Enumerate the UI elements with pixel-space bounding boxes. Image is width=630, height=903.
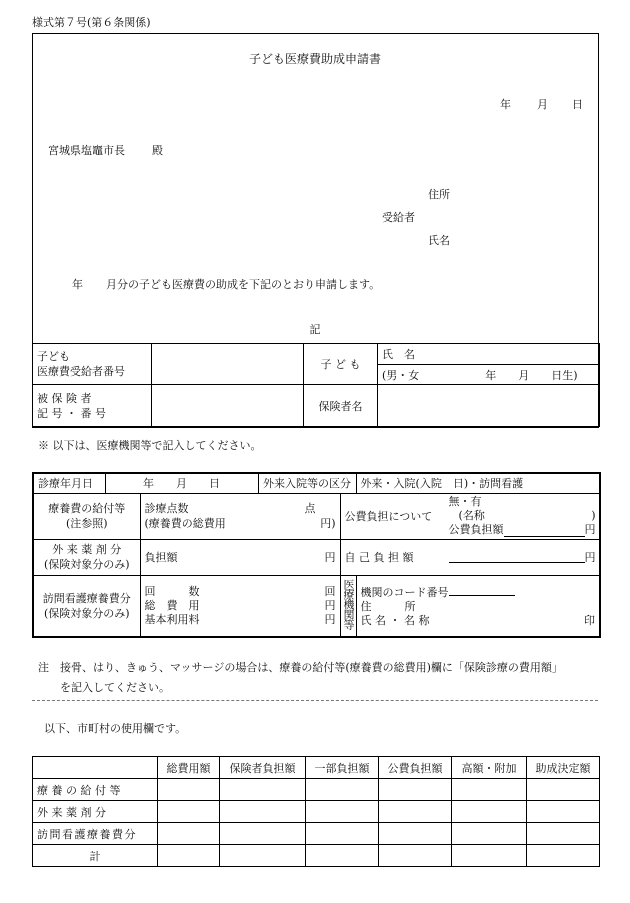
medical-table xyxy=(32,472,601,638)
sex-birth-field[interactable]: (男・女 年 月 日生) xyxy=(378,365,600,385)
institution-vertical-label: 医療機関等 xyxy=(340,575,356,637)
city-cell[interactable] xyxy=(527,845,600,867)
addressee: 宮城県塩竈市長 xyxy=(48,144,125,157)
policyholder-label: 保険者名 xyxy=(304,385,378,427)
city-use-note: 以下、市町村の使用欄です。 xyxy=(44,722,187,735)
city-cell[interactable] xyxy=(158,779,220,801)
applicant-address-label: 住所 xyxy=(428,188,450,201)
city-cell[interactable] xyxy=(452,801,527,823)
ki-marker: 記 xyxy=(309,323,321,336)
city-cell[interactable] xyxy=(379,823,452,845)
pharmacy-burden-field[interactable]: 負担額 円 xyxy=(140,539,340,575)
city-cell[interactable] xyxy=(452,845,527,867)
self-pay-cell xyxy=(340,539,600,575)
exam-date-label: 診療年月日 xyxy=(33,473,105,493)
cut-line xyxy=(32,700,598,701)
request-text: 月分の子ども医療費の助成を下記のとおり申請します。 xyxy=(106,278,381,291)
nursing-label: 訪問看護療養費分 (保険対象分のみ) xyxy=(33,575,140,637)
applicant-role: 受給者 xyxy=(382,211,415,224)
outpatient-division-field[interactable]: 外来・入院(入院 日)・訪問看護 xyxy=(356,473,600,493)
city-use-table xyxy=(32,756,600,867)
city-header-insurer: 保険者負担額 xyxy=(220,757,306,779)
city-cell[interactable] xyxy=(452,823,527,845)
honorific: 殿 xyxy=(152,144,163,157)
city-header-high-cost: 高額・附加 xyxy=(452,757,527,779)
date-year: 年 xyxy=(500,98,511,111)
outpatient-division-label: 外来入院等の区分 xyxy=(258,473,356,493)
city-header-partial: 一部負担額 xyxy=(306,757,379,779)
page-title: 子ども医療費助成申請書 xyxy=(248,52,381,66)
city-cell[interactable] xyxy=(158,801,220,823)
city-cell[interactable] xyxy=(452,779,527,801)
self-pay-label: 自 己 負 担 額 xyxy=(344,551,414,564)
nursing-fees-field[interactable]: 回 数 回 総 費 用 円 基本利用料 円 xyxy=(140,575,340,637)
institution-field[interactable]: 機関のコード番号 住 所 氏 名 ・ 名 称 印 xyxy=(356,575,600,637)
city-header-public: 公費負担額 xyxy=(379,757,452,779)
city-cell[interactable] xyxy=(220,823,306,845)
city-cell[interactable] xyxy=(220,801,306,823)
points-field[interactable]: 診療点数 点 (療養費の総費用 円) xyxy=(140,493,340,539)
public-burden-label: 公費負担について xyxy=(344,510,433,523)
city-cell[interactable] xyxy=(306,779,379,801)
city-table-corner xyxy=(33,757,158,779)
city-cell[interactable] xyxy=(306,801,379,823)
recipient-number-field[interactable] xyxy=(152,344,304,385)
medical-note: ※ 以下は、医療機関等で記入してください。 xyxy=(38,439,262,452)
city-cell[interactable] xyxy=(306,823,379,845)
pharmacy-label: 外 来 薬 剤 分 (保険対象分のみ) xyxy=(33,539,140,575)
city-cell[interactable] xyxy=(220,779,306,801)
date-day: 日 xyxy=(572,98,583,111)
child-label: 子 ど も xyxy=(304,344,378,385)
city-cell[interactable] xyxy=(306,845,379,867)
request-year: 年 xyxy=(72,278,83,291)
city-row-label: 訪 問 看 護 療 養 費 分 xyxy=(33,823,158,845)
city-row-total-label: 計 xyxy=(33,845,158,867)
city-cell[interactable] xyxy=(158,845,220,867)
public-burden-cell xyxy=(340,493,600,539)
public-burden-field[interactable]: 無・有 (名称 ) 公費負担額 円 xyxy=(448,495,596,536)
city-row-label: 療 養 の 給 付 等 xyxy=(33,779,158,801)
policyholder-field[interactable] xyxy=(378,385,600,427)
city-cell[interactable] xyxy=(379,779,452,801)
city-cell[interactable] xyxy=(158,823,220,845)
exam-date-field[interactable]: 年 月 日 xyxy=(105,473,258,493)
form-number: 様式第７号(第６条関係) xyxy=(32,16,151,29)
insured-number-field[interactable] xyxy=(152,385,304,427)
city-header-total: 総費用額 xyxy=(158,757,220,779)
city-cell[interactable] xyxy=(379,845,452,867)
footnote-2: を記入してください。 xyxy=(60,681,170,694)
child-name-field[interactable]: 氏 名 xyxy=(378,344,600,365)
city-cell[interactable] xyxy=(527,823,600,845)
benefit-label: 療養費の給付等 (注参照) xyxy=(33,493,140,539)
child-info-table xyxy=(32,343,600,427)
recipient-number-label: 子ども 医療費受給者番号 xyxy=(33,344,152,385)
city-cell[interactable] xyxy=(220,845,306,867)
city-row-label: 外 来 薬 剤 分 xyxy=(33,801,158,823)
insured-number-label: 被 保 険 者 記 号 ・ 番 号 xyxy=(33,385,152,427)
city-cell[interactable] xyxy=(379,801,452,823)
city-cell[interactable] xyxy=(527,779,600,801)
applicant-name-label: 氏名 xyxy=(428,234,450,247)
footnote-1: 注 接骨、はり、きゅう、マッサージの場合は、療養の給付等(療養費の総費用)欄に「保険診療の費用額」 xyxy=(38,661,563,674)
city-cell[interactable] xyxy=(527,801,600,823)
self-pay-field[interactable]: 円 xyxy=(449,549,600,565)
date-month: 月 xyxy=(537,98,548,111)
city-header-decision: 助成決定額 xyxy=(527,757,600,779)
